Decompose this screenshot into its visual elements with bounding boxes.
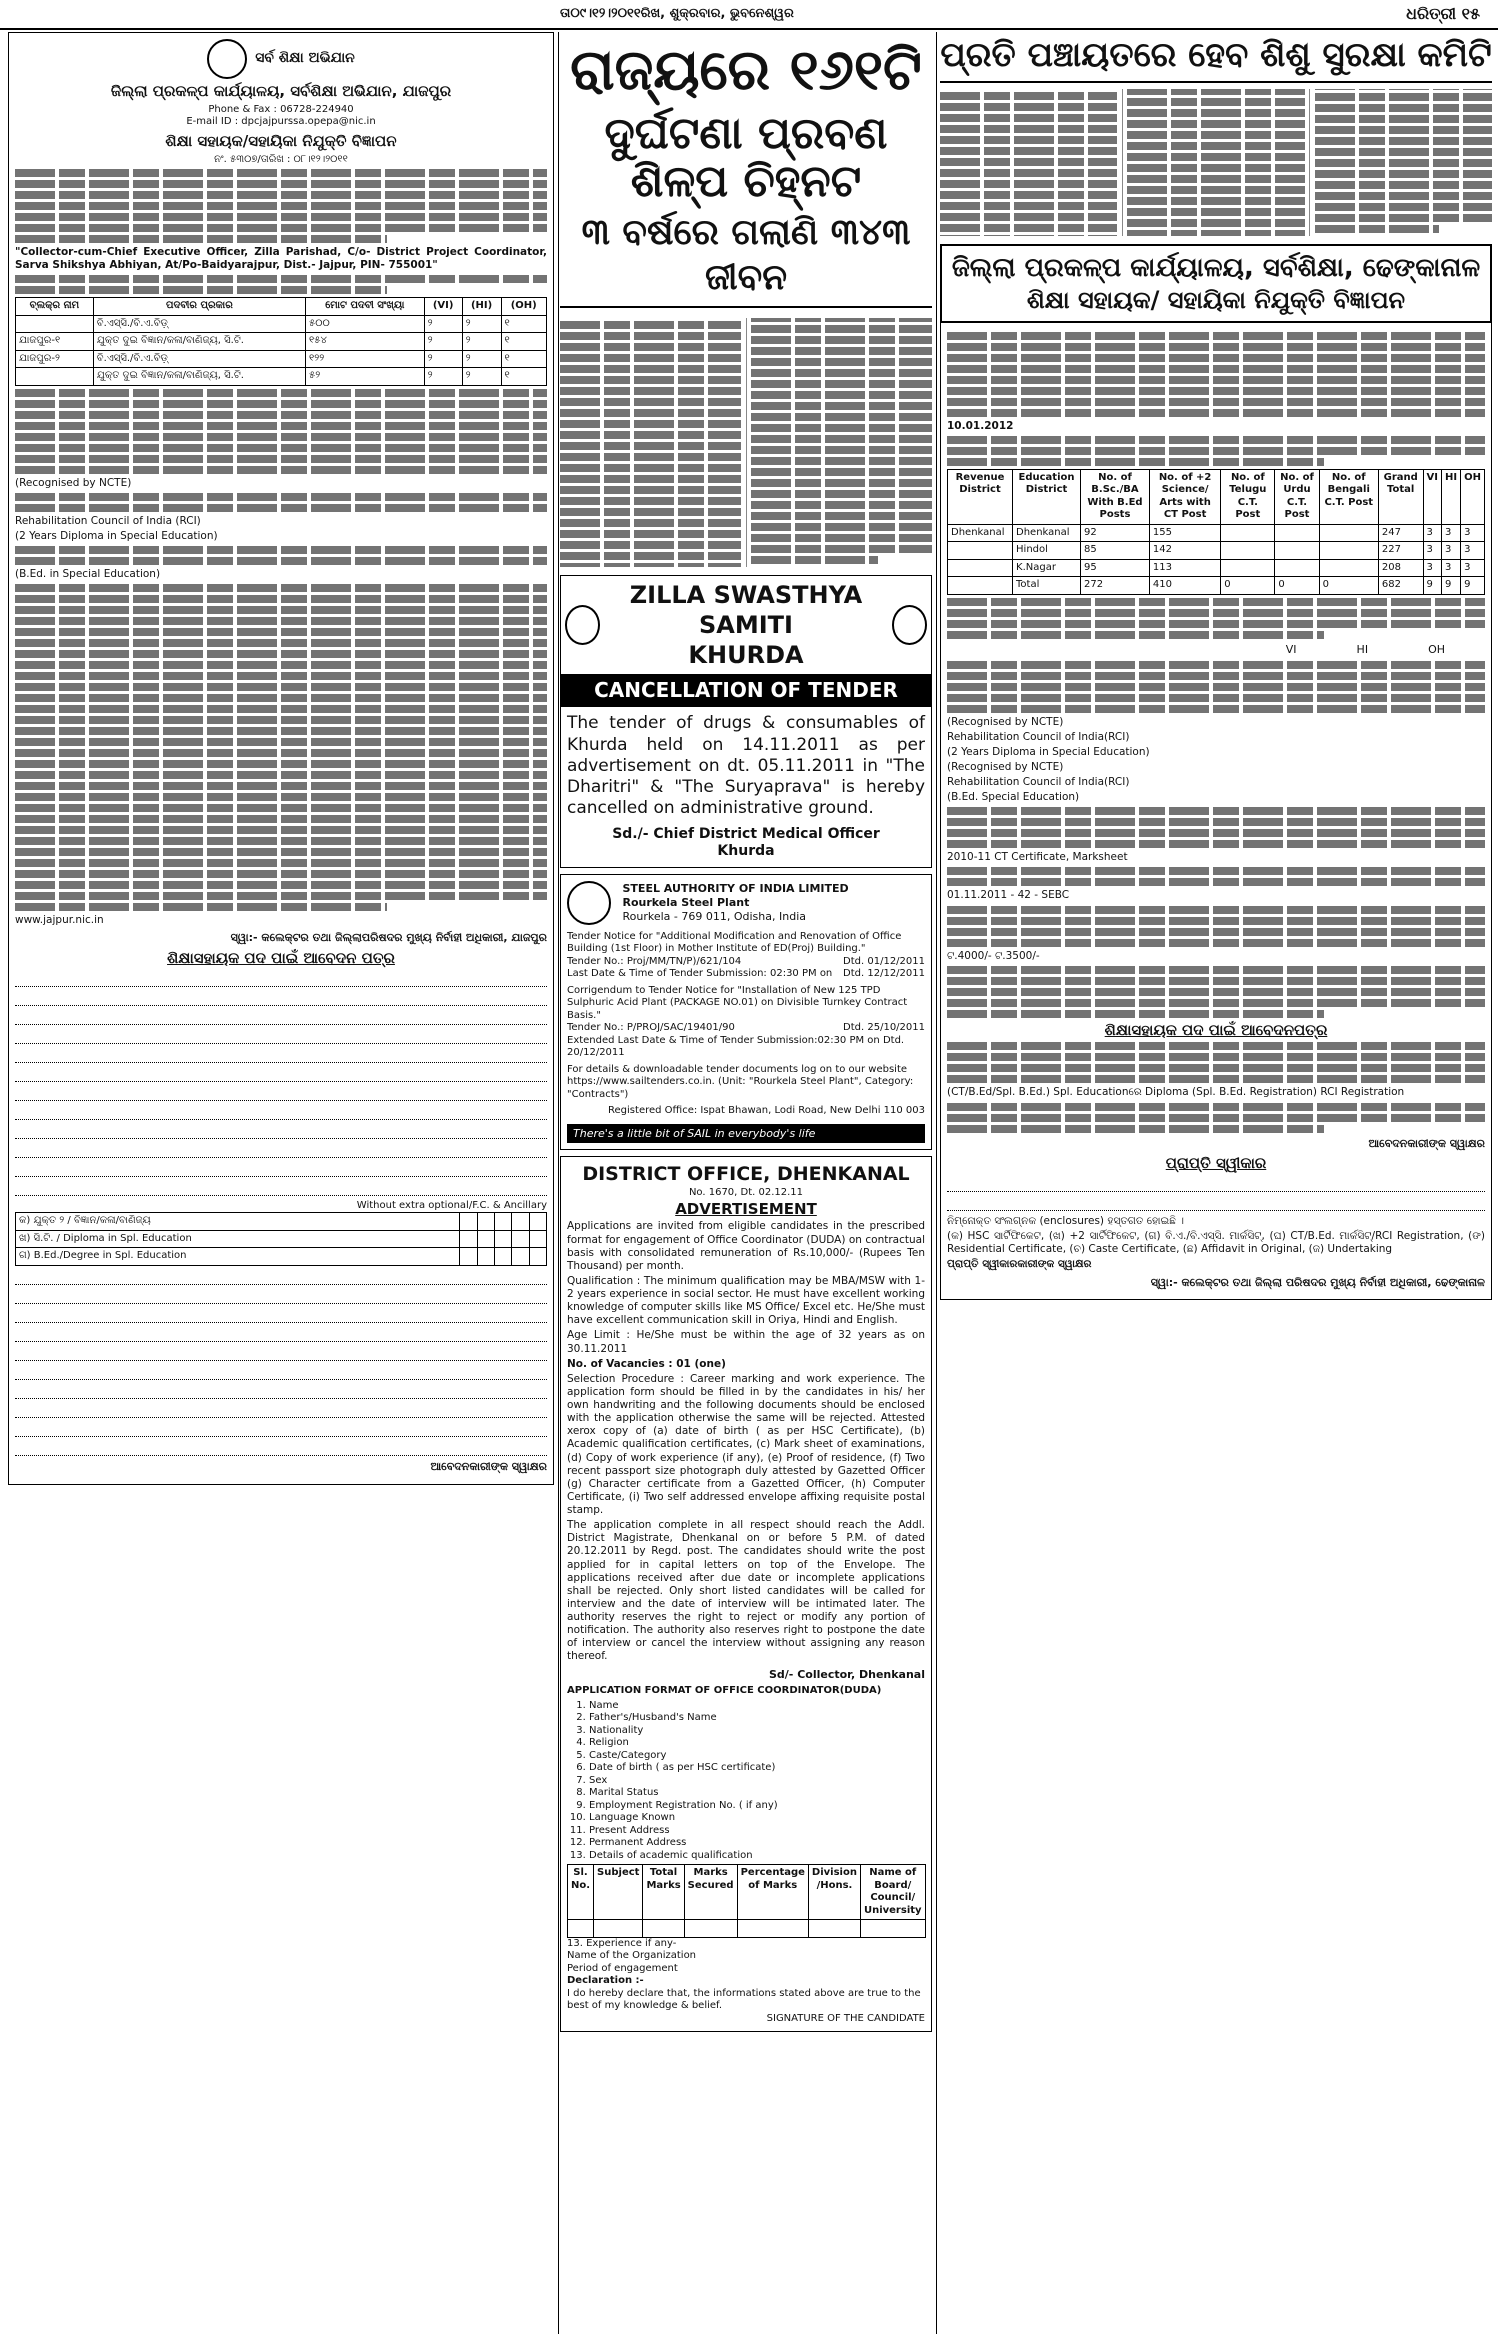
table-row: ଖ) ସି.ଟି. / Diploma in Spl. Education	[16, 1230, 547, 1248]
dk-diploma: (2 Years Diploma in Special Education)	[947, 745, 1150, 758]
jajpur-form-title: ଶିକ୍ଷାସହାୟକ ପଦ ପାଇଁ ଆବେଦନ ପତ୍ର	[167, 949, 395, 968]
right-column	[940, 32, 1492, 2334]
page-date: ତା୦୯।୧୨।୨୦୧୧ରିଖ, ଶୁକ୍ରବାର, ଭୁବନେଶ୍ୱର	[560, 5, 794, 21]
zs-district: KHURDA	[688, 641, 804, 670]
dd-title: DISTRICT OFFICE, DHENKANAL	[582, 1163, 910, 1186]
dd-qualification-table	[567, 1864, 926, 1938]
sail-tender-date-2: Dtd. 25/10/2011	[843, 1022, 925, 1034]
table-header: Name of Board/ Council/ University	[860, 1865, 925, 1920]
table-row: ଯୁକ୍ତ ଦୁଇ ବିଜ୍ଞାନ/କଳା/ବାଣିଜ୍ୟ, ସି.ଟି. ୫୨ ୨ ୨ ୧	[16, 368, 547, 386]
jajpur-phone: Phone & Fax : 06728-224940	[208, 103, 354, 115]
table-header: Marks Secured	[684, 1865, 737, 1920]
cancellation-banner: CANCELLATION OF TENDER	[561, 674, 931, 707]
jajpur-vacancy-table	[15, 297, 547, 386]
zilla-swasthya-notice	[560, 575, 932, 867]
dk-signature: ସ୍ୱା:- କଲେକ୍ଟର ତଥା ଜିଲ୍ଲା ପରିଷଦର ମୁଖ୍ୟ ନିର୍ବାହୀ ଅଧିକାରୀ, ଢେଙ୍କାନାଳ	[1150, 1275, 1485, 1289]
dd-intro: Applications are invited from eligible candidates in the prescribed format for engagement of Office Coordinator (DUDA) on contractual basis with consolidated remuneration of Rs.10,000/- (Rupees Ten Thousand) per month.	[567, 1220, 925, 1272]
table-header: Sl. No.	[568, 1865, 594, 1920]
nrhm-logo-icon	[892, 605, 927, 645]
table-row	[568, 1920, 926, 1938]
dd-signature: Sd/- Collector, Dhenkanal	[768, 1667, 925, 1681]
hi-label: HI	[1356, 642, 1369, 656]
dd-submission: The application complete in all respect should reach the Addl. District Magistrate, Dhenkanal on or before 5 P.M. of dated 20.12.2011 by Regd. post. The candidates should write the post applied for in capital letters on top of the Envelope. The applications received after due date or incomplete applications shall be rejected. Only short listed candidates will be called for interview and the date of interview will be intimated later. The authority reserves the right to reject or modify any portion of notification. The authority also reserves right to postpone the date of interview or cancel the interview without assigning any reason thereof.	[567, 1519, 925, 1663]
nctes-note-4: (B.Ed. in Special Education)	[15, 568, 161, 581]
dd-advertisement: ADVERTISEMENT	[675, 1199, 817, 1218]
jajpur-email: E-mail ID : dpcjajpurssa.opepa@nic.in	[186, 116, 376, 128]
dk-remuneration: ଟ.4000/- ଟ.3500/-	[947, 949, 1040, 962]
jajpur-ad-number: ନଂ. ୫୩୦୭/ତାରିଖ : ୦୮।୧୨।୨୦୧୧	[214, 153, 348, 165]
sail-extended-date: Extended Last Date & Time of Tender Submission:02:30 PM on Dtd. 20/12/2011	[567, 1034, 905, 1059]
table-header: No. of Urdu C.T. Post	[1275, 469, 1319, 524]
dk-form-title: ଶିକ୍ଷାସହାୟକ ପଦ ପାଇଁ ଆବେଦନପତ୍ର	[1104, 1020, 1328, 1039]
table-header: No. of B.Sc./BA With B.Ed Posts	[1081, 469, 1150, 524]
table-row: K.Nagar 95 113 208 3 3 3	[948, 559, 1485, 577]
dk-enclosure-items: (କ) HSC ସାର୍ଟିଫିକେଟ, (ଖ) +2 ସାର୍ଟିଫିକେଟ, (ଗ) ବି.ଏ./ବି.ଏସ୍‌ସି. ମାର୍କସିଟ୍, (ଘ) CT/B.Ed. ମାର୍କସିଟ୍/RCI Registration, (ଙ) Residential Certificate, (ଚ) Caste Certificate, (ଛ) Affidavit in Original, (ଜ) Undertaking	[947, 1230, 1485, 1256]
jajpur-form-extra: Without extra optional/F.C. & Ancillary	[356, 1199, 547, 1211]
table-header: Subject	[594, 1865, 643, 1920]
sail-address: Rourkela - 769 011, Odisha, India	[622, 909, 806, 923]
dhenkanal-ssa-body	[940, 323, 1492, 1301]
vi-label: VI	[1285, 642, 1297, 656]
dd-selection: Selection Procedure : Career marking and work experience. The application form should be filled in by the candidates in his/ her own handwriting and the following documents should be enclosed with the application otherwise the same will be rejected. Attested xerox copy of (a) date of birth ( as per HSC Certificate), (b) Academic qualification certificates, (c) Mark sheet of examinations, (d) Copy of work experience (if any), (e) Proof of residence, (f) Two recent passport size photograph duly attested by Gazetted Officer (g) Character certificate from a Gazetted Officer, (h) Computer Certificate, (i) Two self addressed envelope affixing requisite postal stamp.	[567, 1372, 925, 1516]
nctes-note-2: Rehabilitation Council of India (RCI)	[15, 514, 201, 527]
jajpur-signature: ସ୍ୱା:- କଲେକ୍ଟର ତଥା ଜିଲ୍ଲାପରିଷଦର ମୁଖ୍ୟ ନିର୍ବାହୀ ଅଧିକାରୀ, ଯାଜପୁର	[230, 931, 547, 945]
dd-qualification: Qualification : The minimum qualification may be MBA/MSW with 1-2 years experience in social sector. He must have excellent working knowledge of computer skills like MS Office/ Excel etc. He/She must have excellent communication skill in Oriya, Hindi and English.	[567, 1274, 925, 1327]
nctes-note-3: (2 Years Diploma in Special Education)	[15, 530, 218, 542]
page-number: ଧରିତ୍ରୀ ୧୫	[1406, 4, 1480, 23]
table-header: (VI)	[424, 298, 462, 316]
dk-last-date: 10.01.2012	[947, 419, 1014, 432]
table-row: Total 272 410 0 0 0 682 9 9 9	[948, 577, 1485, 595]
sail-last-date-1: Last Date & Time of Tender Submission: 02:30 PM on	[567, 968, 833, 980]
list-item: 9. Employment Registration No. ( if any)	[589, 1800, 925, 1813]
jajpur-website[interactable]: www.jajpur.nic.in	[15, 914, 104, 927]
dd-vacancies: No. of Vacancies : 01 (one)	[567, 1357, 726, 1370]
list-item: 2. Father's/Husband's Name	[589, 1712, 925, 1725]
dd-experience: 13. Experience if any-	[567, 1937, 677, 1949]
table-header: (OH)	[501, 298, 547, 316]
table-header: ପଦବୀର ପ୍ରକାର	[93, 298, 305, 316]
headline-sub: ଦୁର୍ଘଟଣା ପ୍ରବଣ ଶିଳ୍ପ ଚିହ୍ନଟ	[604, 107, 888, 207]
sail-details: For details & downloadable tender documents log on to our website https://www.sailtenders.co.in. (Unit: "Rourkela Steel Plant", Category: "Contracts")	[567, 1063, 914, 1100]
jajpur-office-title: ଜିଲ୍ଲା ପ୍ରକଳ୍ପ କାର୍ଯ୍ୟାଳୟ, ସର୍ବଶିକ୍ଷା ଅଭିଯାନ, ଯାଜପୁର	[110, 82, 452, 100]
dk-cert-line: (CT/B.Ed/Spl. B.Ed.) Spl. Educationରେ Diploma (Spl. B.Ed. Registration) RCI Registration	[947, 1086, 1405, 1099]
table-header: Total Marks	[643, 1865, 684, 1920]
list-item: 7. Sex	[589, 1775, 925, 1788]
dk-ncte-2: (Recognised by NCTE)	[947, 760, 1064, 773]
jajpur-ad-title: ଶିକ୍ଷା ସହାୟକ/ସହାୟିକା ନିଯୁକ୍ତି ବିଜ୍ଞାପନ	[165, 131, 397, 150]
table-row: ଯାଜପୁର-୨ ବି.ଏସ୍‌ସି./ବି.ଏ.ବିଡ଼୍ ୧୨୨ ୨ ୨ ୧	[16, 350, 547, 368]
cdmo-sign: Sd./- Chief District Medical Officer	[612, 825, 880, 842]
oh-label: OH	[1428, 642, 1445, 656]
dd-candidate-signature: SIGNATURE OF THE CANDIDATE	[766, 2012, 925, 2024]
sail-notice-1: Tender Notice for "Additional Modification and Renovation of Office Building (1st Floor) in Mother Institute of ED(Proj) Building."	[567, 930, 902, 955]
child-protection-article	[940, 89, 1492, 237]
ssa-brand: ସର୍ବ ଶିକ୍ଷା ଅଭିଯାନ	[255, 50, 355, 67]
dk-rci-2: Rehabilitation Council of India(RCI)	[947, 776, 1130, 789]
headline-deck: ୩ ବର୍ଷରେ ଗଲାଣି ୩୪୩ ଜୀବନ	[560, 210, 932, 308]
table-header: No. of +2 Science/ Arts with CT Post	[1149, 469, 1220, 524]
list-item: 1. Name	[589, 1700, 925, 1713]
zs-title: ZILLA SWASTHYA SAMITI	[629, 581, 863, 640]
jajpur-address: "Collector-cum-Chief Executive Officer, Zilla Parishad, C/o- District Project Coordinator, Sarva Shikshya Abhiyan, At/Po-Baidyarajpur, Dist.- Jajpur, PIN- 755001"	[15, 246, 547, 272]
dk-applicant-sign: ଆବେଦନକାରୀଙ୍କ ସ୍ୱାକ୍ଷର	[1368, 1136, 1485, 1150]
sail-tender-no-1: Tender No.: Proj/MM/TN/P)/621/104	[567, 955, 742, 967]
table-header: Revenue District	[948, 469, 1013, 524]
dhenkanal-district-office-ad	[560, 1156, 932, 2032]
dk-bed: (B.Ed. Special Education)	[947, 791, 1080, 804]
page-header	[0, 0, 1498, 30]
jajpur-applicant-sign: ଆବେଦନକାରୀଙ୍କ ସ୍ୱାକ୍ଷର	[430, 1459, 547, 1473]
dd-declaration-text: I do hereby declare that, the informations stated above are true to the best of my knowledge & belief.	[567, 1987, 921, 2012]
table-row: କ) ଯୁକ୍ତ ୨ / ବିଜ୍ଞାନ/କଳା/ବାଣିଜ୍ୟ	[16, 1213, 547, 1231]
dd-form-items	[567, 1700, 925, 1863]
child-protection-headline: ପ୍ରତି ପଞ୍ଚାୟତରେ ହେବ ଶିଶୁ ସୁରକ୍ଷା କମିଟି	[940, 34, 1492, 83]
sail-notice-2: Corrigendum to Tender Notice for "Installation of New 125 TPD Sulphuric Acid Plant (PACKAGE NO.01) on Divisible Turnkey Contract Basis."	[567, 984, 908, 1021]
list-item: 3. Nationality	[589, 1725, 925, 1738]
dd-format-title: APPLICATION FORMAT OF OFFICE COORDINATOR(DUDA)	[567, 1685, 882, 1697]
table-header: HI	[1441, 469, 1460, 524]
table-row: ବି.ଏସ୍‌ସି./ବି.ଏ.ବିଡ଼୍ ୫୦୦ ୨ ୨ ୧	[16, 315, 547, 333]
jajpur-qualification-table	[15, 1212, 547, 1266]
table-row: ଯାଜପୁର-୧ ଯୁକ୍ତ ଦୁଇ ବିଜ୍ଞାନ/କଳା/ବାଣିଜ୍ୟ, ସି.ଟି. ୧୫୪ ୨ ୨ ୧	[16, 333, 547, 351]
sail-registered-office: Registered Office: Ispat Bhawan, Lodi Road, New Delhi 110 003	[608, 1105, 925, 1117]
list-item: 13. Details of academic qualification	[589, 1850, 925, 1863]
dk-rci-1: Rehabilitation Council of India(RCI)	[947, 730, 1130, 743]
list-item: 4. Religion	[589, 1737, 925, 1750]
dk-age-line: 01.11.2011 - 42 - SEBC	[947, 889, 1070, 902]
table-header: Percentage of Marks	[737, 1865, 808, 1920]
dk-enclosure: ନିମ୍ନୋକ୍ତ ସଂଲଗ୍ନକ (enclosures) ହସ୍ତଗତ ହୋଇଛି ।	[947, 1215, 1184, 1228]
list-item: 6. Date of birth ( as per HSC certificate)	[589, 1762, 925, 1775]
table-header: ବ୍ଲକ୍‌ର ନାମ	[16, 298, 94, 316]
sail-tender-date-1: Dtd. 01/12/2011	[843, 955, 925, 967]
dd-number: No. 1670, Dt. 02.12.11	[688, 1187, 804, 1199]
dk-vacancy-table	[947, 469, 1485, 595]
sail-last-date-1-value: Dtd. 12/12/2011	[843, 968, 925, 980]
list-item: 5. Caste/Category	[589, 1750, 925, 1763]
list-item: 11. Present Address	[589, 1825, 925, 1838]
headline-main: ରାଜ୍ୟରେ ୧୬୧ଟି	[570, 38, 922, 103]
list-item: 12. Permanent Address	[589, 1837, 925, 1850]
table-row: Hindol 85 142 227 3 3 3	[948, 542, 1485, 560]
table-header: Education District	[1013, 469, 1081, 524]
table-header: Grand Total	[1378, 469, 1423, 524]
dk-receipt-title: ପ୍ରାପ୍ତି ସ୍ୱୀକାର	[1165, 1154, 1267, 1173]
cdmo-place: Khurda	[717, 843, 775, 860]
state-emblem-icon	[565, 605, 600, 645]
sail-tender-notice	[560, 874, 932, 1151]
sail-tender-no-2: Tender No.: P/PROJ/SAC/19401/90	[567, 1022, 735, 1034]
cancellation-text: The tender of drugs & consumables of Khurda held on 14.11.2011 as per advertisement on dt. 05.11.2011 in "The Dharitri" & "The Suryaprava" is hereby cancelled on administrative ground.	[567, 713, 925, 819]
dk-ad-title: ଶିକ୍ଷା ସହାୟକ/ ସହାୟିକା ନିଯୁକ୍ତି ବିଜ୍ଞାପନ	[1026, 285, 1406, 314]
list-item: 10. Language Known	[589, 1812, 925, 1825]
dd-declaration-label: Declaration :-	[567, 1975, 644, 1987]
jajpur-advertisement	[8, 32, 559, 2334]
table-header: OH	[1461, 469, 1485, 524]
sail-plant: Rourkela Steel Plant	[622, 895, 750, 909]
table-row: ଗ) B.Ed./Degree in Spl. Education	[16, 1248, 547, 1266]
sail-logo-icon	[567, 881, 611, 925]
news-article-body	[560, 318, 932, 567]
table-row: Dhenkanal Dhenkanal 92 155 247 3 3 3	[948, 524, 1485, 542]
table-header: No. of Bengali C.T. Post	[1319, 469, 1378, 524]
list-item: 8. Marital Status	[589, 1787, 925, 1800]
table-header: VI	[1423, 469, 1441, 524]
dk-disability-heads	[947, 643, 1445, 657]
middle-column	[560, 32, 937, 2334]
dd-age: Age Limit : He/She must be within the age of 32 years as on 30.11.2011	[567, 1329, 925, 1355]
sail-org: STEEL AUTHORITY OF INDIA LIMITED	[622, 882, 849, 895]
dhenkanal-ssa-ad	[940, 244, 1492, 323]
dk-receiver-sign: ପ୍ରାପ୍ତି ସ୍ୱୀକାରକାରୀଙ୍କ ସ୍ୱାକ୍ଷର	[947, 1258, 1092, 1271]
dk-ncte-1: (Recognised by NCTE)	[947, 715, 1064, 728]
dd-experience-org: Name of the Organization	[567, 1950, 697, 1962]
table-header: ମୋଟ ପଦବୀ ସଂଖ୍ୟା	[306, 298, 425, 316]
dk-office-title: ଜିଲ୍ଲା ପ୍ରକଳ୍ପ କାର୍ଯ୍ୟାଳୟ, ସର୍ବଶିକ୍ଷା, ଢେଙ୍କାନାଳ	[951, 253, 1481, 284]
nctes-note-1: (Recognised by NCTE)	[15, 476, 132, 489]
ssa-emblem-icon	[207, 39, 247, 79]
dd-experience-period: Period of engagement	[567, 1962, 678, 1974]
ssa-logo	[15, 39, 547, 79]
sail-tagline: There's a little bit of SAIL in everybody's life	[567, 1124, 925, 1144]
table-header: Division /Hons.	[808, 1865, 860, 1920]
table-header: (HI)	[462, 298, 501, 316]
table-header: No. of Telugu C.T. Post	[1221, 469, 1275, 524]
dk-ct-line: 2010-11 CT Certificate, Marksheet	[947, 851, 1128, 864]
